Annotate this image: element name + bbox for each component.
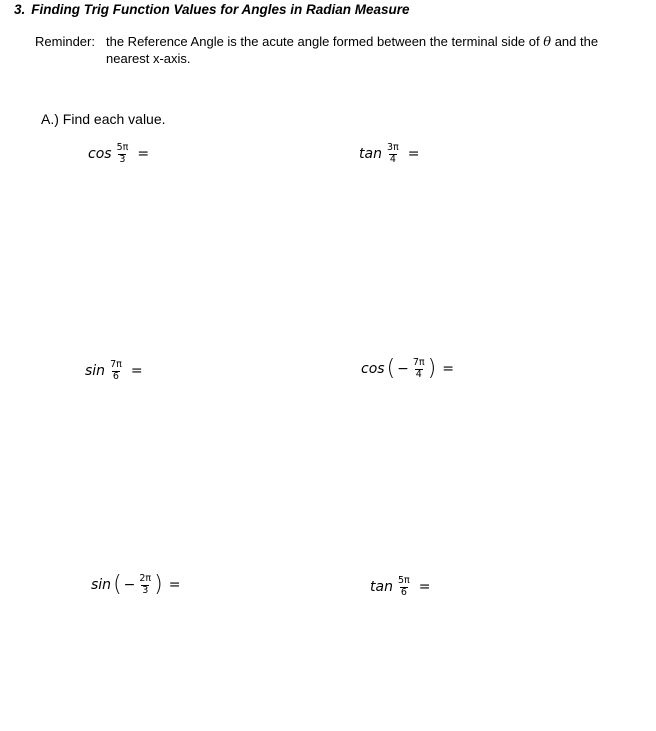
equals-sign: = xyxy=(407,146,420,162)
close-paren: ) xyxy=(154,572,163,597)
problem-cos-5pi-3 xyxy=(88,143,149,165)
function-name: sin xyxy=(85,363,106,379)
minus-sign: − xyxy=(397,361,409,377)
function-name: sin xyxy=(91,577,112,593)
reminder-text-end: and the xyxy=(554,34,599,49)
angle-fraction xyxy=(116,143,130,165)
problem-tan-5pi-6 xyxy=(370,576,430,598)
angle-fraction xyxy=(412,358,426,380)
equals-sign: = xyxy=(442,361,454,377)
function-name: cos xyxy=(361,361,385,377)
fraction-numerator: 5π xyxy=(116,142,129,153)
section-title: Finding Trig Function Values for Angles in Radian Measure xyxy=(31,2,410,17)
fraction-denominator: 6 xyxy=(112,371,119,382)
angle-fraction xyxy=(397,576,411,598)
fraction-denominator: 3 xyxy=(119,154,126,165)
fraction-numerator: 7π xyxy=(412,357,425,368)
problem-sin-7pi-6 xyxy=(85,360,143,382)
close-paren: ) xyxy=(427,356,437,381)
theta-symbol: θ xyxy=(543,35,552,50)
section-number: 3. xyxy=(14,2,26,17)
problem-sin-neg-2pi-3 xyxy=(91,574,180,596)
reminder-line-2: nearest x-axis. xyxy=(106,51,191,66)
fraction-denominator: 6 xyxy=(400,587,407,598)
angle-fraction xyxy=(386,143,400,165)
open-paren: ( xyxy=(386,356,396,381)
fraction-numerator: 3π xyxy=(386,142,399,153)
function-name: tan xyxy=(370,579,393,595)
open-paren: ( xyxy=(113,572,122,597)
section-heading xyxy=(14,2,410,17)
problem-cos-neg-7pi-4 xyxy=(361,358,454,380)
equals-sign: = xyxy=(168,577,181,593)
fraction-numerator: 2π xyxy=(139,573,152,584)
fraction-denominator: 4 xyxy=(389,154,396,165)
part-a-instruction: A.) Find each value. xyxy=(41,111,166,127)
equals-sign: = xyxy=(130,363,143,379)
fraction-denominator: 4 xyxy=(415,369,422,380)
function-name: tan xyxy=(359,146,382,162)
reminder-note xyxy=(35,34,635,67)
fraction-denominator: 3 xyxy=(142,585,149,596)
fraction-numerator: 5π xyxy=(397,575,410,586)
equals-sign: = xyxy=(418,579,431,595)
reminder-label: Reminder: xyxy=(35,34,95,49)
minus-sign: − xyxy=(123,577,136,593)
reminder-text: the Reference Angle is the acute angle formed between the terminal side of xyxy=(106,34,540,49)
angle-fraction xyxy=(138,574,152,596)
fraction-numerator: 7π xyxy=(110,359,122,370)
equals-sign: = xyxy=(137,146,150,162)
angle-fraction xyxy=(109,360,123,382)
problem-tan-3pi-4 xyxy=(359,143,419,165)
function-name: cos xyxy=(88,146,112,162)
